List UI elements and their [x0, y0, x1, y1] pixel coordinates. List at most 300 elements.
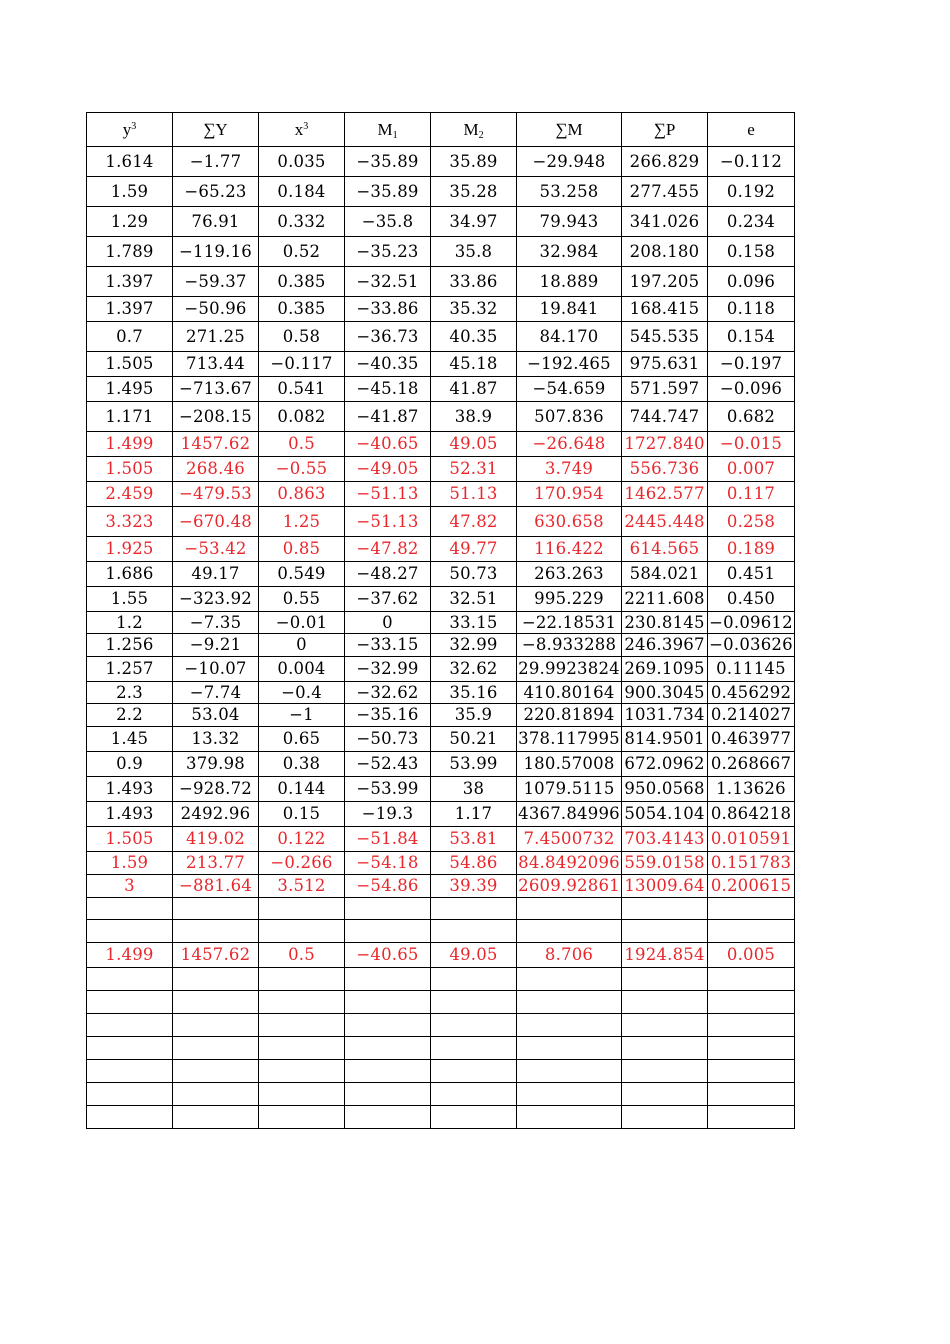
table-cell: 220.81894: [517, 704, 622, 727]
table-cell: 33.15: [431, 612, 517, 634]
table-cell: 0.189: [708, 537, 795, 562]
table-cell: [259, 920, 345, 943]
table-cell: [87, 920, 173, 943]
table-cell: 545.535: [622, 322, 708, 352]
table-cell: −29.948: [517, 147, 622, 177]
table-cell: 5054.104: [622, 802, 708, 827]
table-cell: [173, 1014, 259, 1037]
table-cell: [622, 1106, 708, 1129]
table-row: [87, 377, 795, 402]
table-cell: 269.1095: [622, 657, 708, 682]
table-cell: 0.85: [259, 537, 345, 562]
table-cell: [87, 1037, 173, 1060]
column-header: [708, 113, 795, 147]
table-cell: −35.16: [345, 704, 431, 727]
table-cell: 4367.84996: [517, 802, 622, 827]
table-cell: 2.459: [87, 482, 173, 507]
table-cell: 0.268667: [708, 752, 795, 777]
table-cell: 8.706: [517, 943, 622, 968]
table-cell: 271.25: [173, 322, 259, 352]
table-cell: 341.026: [622, 207, 708, 237]
table-cell: −51.13: [345, 507, 431, 537]
table-cell: [87, 991, 173, 1014]
table-cell: 197.205: [622, 267, 708, 297]
table-row: [87, 147, 795, 177]
table-cell: 0.258: [708, 507, 795, 537]
table-cell: [517, 968, 622, 991]
table-cell: 0.385: [259, 267, 345, 297]
column-header: [345, 113, 431, 147]
table-cell: 0.122: [259, 827, 345, 852]
table-row: [87, 898, 795, 920]
table-cell: 1.499: [87, 432, 173, 457]
table-cell: [259, 991, 345, 1014]
table-cell: [517, 1037, 622, 1060]
table-cell: 3: [87, 875, 173, 898]
table-cell: [431, 1060, 517, 1083]
table-cell: 1457.62: [173, 432, 259, 457]
table-cell: 263.263: [517, 562, 622, 587]
table-cell: 1.397: [87, 267, 173, 297]
table-cell: 3.323: [87, 507, 173, 537]
table-body: [87, 113, 795, 1129]
table-cell: [431, 1014, 517, 1037]
table-cell: [708, 1083, 795, 1106]
table-cell: 2.2: [87, 704, 173, 727]
table-cell: −22.18531: [517, 612, 622, 634]
table-cell: 2609.92861: [517, 875, 622, 898]
table-cell: 0.9: [87, 752, 173, 777]
table-cell: 0.682: [708, 402, 795, 432]
table-cell: 571.597: [622, 377, 708, 402]
table-cell: −0.03626: [708, 634, 795, 657]
table-cell: [517, 1106, 622, 1129]
table-cell: 0.55: [259, 587, 345, 612]
table-cell: [259, 1083, 345, 1106]
table-cell: 2492.96: [173, 802, 259, 827]
table-cell: [431, 1037, 517, 1060]
table-cell: [622, 991, 708, 1014]
table-cell: −1.77: [173, 147, 259, 177]
table-cell: [173, 1037, 259, 1060]
column-header: [87, 113, 173, 147]
table-cell: 53.99: [431, 752, 517, 777]
table-cell: 208.180: [622, 237, 708, 267]
table-cell: 0.144: [259, 777, 345, 802]
table-cell: [345, 1083, 431, 1106]
table-cell: [173, 920, 259, 943]
table-cell: [622, 1037, 708, 1060]
table-cell: 0: [259, 634, 345, 657]
table-cell: −928.72: [173, 777, 259, 802]
table-cell: [87, 898, 173, 920]
table-cell: −670.48: [173, 507, 259, 537]
table-cell: 3.749: [517, 457, 622, 482]
table-cell: 1.493: [87, 802, 173, 827]
table-cell: 168.415: [622, 297, 708, 322]
table-cell: [517, 1083, 622, 1106]
table-cell: 1.614: [87, 147, 173, 177]
table-cell: 379.98: [173, 752, 259, 777]
header-label: ∑M: [555, 119, 583, 139]
table-row: [87, 267, 795, 297]
table-cell: [431, 1083, 517, 1106]
table-cell: 45.18: [431, 352, 517, 377]
table-cell: [173, 968, 259, 991]
table-row: [87, 457, 795, 482]
table-cell: 54.86: [431, 852, 517, 875]
table-row: [87, 432, 795, 457]
table-cell: [345, 968, 431, 991]
table-cell: 0.082: [259, 402, 345, 432]
table-row: [87, 727, 795, 752]
table-cell: 32.62: [431, 657, 517, 682]
table-cell: [173, 991, 259, 1014]
table-cell: −32.51: [345, 267, 431, 297]
table-cell: 507.836: [517, 402, 622, 432]
table-cell: 2445.448: [622, 507, 708, 537]
table-cell: −208.15: [173, 402, 259, 432]
table-row: [87, 802, 795, 827]
table-cell: −45.18: [345, 377, 431, 402]
table-cell: −119.16: [173, 237, 259, 267]
table-cell: −41.87: [345, 402, 431, 432]
table-cell: 614.565: [622, 537, 708, 562]
table-cell: 0.15: [259, 802, 345, 827]
table-cell: 975.631: [622, 352, 708, 377]
column-header: [173, 113, 259, 147]
table-cell: −479.53: [173, 482, 259, 507]
table-cell: 950.0568: [622, 777, 708, 802]
table-cell: 0.864218: [708, 802, 795, 827]
table-cell: [87, 968, 173, 991]
table-row: [87, 852, 795, 875]
column-header: [259, 113, 345, 147]
table-cell: −26.648: [517, 432, 622, 457]
table-cell: 0.004: [259, 657, 345, 682]
data-table: [86, 112, 795, 1129]
table-cell: [708, 1037, 795, 1060]
table-cell: [622, 920, 708, 943]
table-cell: 170.954: [517, 482, 622, 507]
table-cell: 41.87: [431, 377, 517, 402]
table-cell: 0.007: [708, 457, 795, 482]
table-cell: 0.450: [708, 587, 795, 612]
table-cell: [259, 1037, 345, 1060]
table-cell: 50.73: [431, 562, 517, 587]
table-cell: 39.39: [431, 875, 517, 898]
table-cell: 49.17: [173, 562, 259, 587]
table-cell: [259, 1106, 345, 1129]
table-cell: [622, 968, 708, 991]
column-header: [517, 113, 622, 147]
table-row: [87, 875, 795, 898]
table-cell: 49.05: [431, 943, 517, 968]
table-row: [87, 752, 795, 777]
table-cell: [87, 1014, 173, 1037]
table-row: [87, 827, 795, 852]
table-cell: 814.9501: [622, 727, 708, 752]
table-cell: [345, 1060, 431, 1083]
table-cell: 0.5: [259, 943, 345, 968]
table-row: [87, 587, 795, 612]
table-cell: −0.096: [708, 377, 795, 402]
table-row: [87, 943, 795, 968]
table-cell: 584.021: [622, 562, 708, 587]
table-cell: 1924.854: [622, 943, 708, 968]
table-cell: [173, 898, 259, 920]
table-cell: 0.005: [708, 943, 795, 968]
header-superscript: 3: [303, 120, 309, 132]
table-cell: 0.463977: [708, 727, 795, 752]
table-cell: −323.92: [173, 587, 259, 612]
header-subscript: 1: [392, 129, 398, 141]
header-superscript: 3: [131, 120, 137, 132]
table-cell: 40.35: [431, 322, 517, 352]
table-cell: 266.829: [622, 147, 708, 177]
table-cell: 378.117995: [517, 727, 622, 752]
table-cell: [622, 1083, 708, 1106]
table-cell: −713.67: [173, 377, 259, 402]
table-row: [87, 682, 795, 704]
table-cell: 744.747: [622, 402, 708, 432]
table-cell: [622, 898, 708, 920]
table-cell: 0.096: [708, 267, 795, 297]
table-cell: 1462.577: [622, 482, 708, 507]
table-row: [87, 920, 795, 943]
table-cell: 35.9: [431, 704, 517, 727]
table-cell: [708, 968, 795, 991]
table-cell: 630.658: [517, 507, 622, 537]
header-label: ∑Y: [203, 119, 228, 139]
table-cell: [708, 1014, 795, 1037]
table-cell: 1.17: [431, 802, 517, 827]
table-cell: −51.84: [345, 827, 431, 852]
table-cell: 1457.62: [173, 943, 259, 968]
header-label: e: [747, 119, 755, 139]
table-cell: 2.3: [87, 682, 173, 704]
table-cell: −881.64: [173, 875, 259, 898]
table-cell: −7.35: [173, 612, 259, 634]
table-cell: −47.82: [345, 537, 431, 562]
table-cell: 246.3967: [622, 634, 708, 657]
table-cell: 230.8145: [622, 612, 708, 634]
table-cell: 0.5: [259, 432, 345, 457]
table-row: [87, 562, 795, 587]
table-cell: 419.02: [173, 827, 259, 852]
table-cell: [259, 968, 345, 991]
table-row: [87, 237, 795, 267]
table-cell: 53.81: [431, 827, 517, 852]
table-cell: [259, 1060, 345, 1083]
table-cell: 1.25: [259, 507, 345, 537]
table-cell: 995.229: [517, 587, 622, 612]
table-cell: 0: [345, 612, 431, 634]
column-header: [431, 113, 517, 147]
table-cell: 1.59: [87, 852, 173, 875]
table-cell: 0.151783: [708, 852, 795, 875]
table-cell: 1.686: [87, 562, 173, 587]
table-cell: 50.21: [431, 727, 517, 752]
table-cell: 53.04: [173, 704, 259, 727]
table-cell: [431, 1106, 517, 1129]
table-cell: 1.925: [87, 537, 173, 562]
table-cell: 35.8: [431, 237, 517, 267]
table-cell: 180.57008: [517, 752, 622, 777]
table-cell: 47.82: [431, 507, 517, 537]
table-cell: 556.736: [622, 457, 708, 482]
table-cell: 49.77: [431, 537, 517, 562]
table-cell: −19.3: [345, 802, 431, 827]
table-cell: 0.38: [259, 752, 345, 777]
table-cell: 32.984: [517, 237, 622, 267]
table-cell: [517, 1014, 622, 1037]
table-cell: 79.943: [517, 207, 622, 237]
table-row: [87, 402, 795, 432]
table-cell: 76.91: [173, 207, 259, 237]
table-cell: 0.332: [259, 207, 345, 237]
table-cell: 7.4500732: [517, 827, 622, 852]
header-label: x: [294, 119, 304, 139]
table-cell: 0.035: [259, 147, 345, 177]
table-cell: 0.456292: [708, 682, 795, 704]
table-cell: 0.11145: [708, 657, 795, 682]
table-row: [87, 1060, 795, 1083]
table-cell: 1.2: [87, 612, 173, 634]
table-cell: −40.65: [345, 432, 431, 457]
table-cell: 0.7: [87, 322, 173, 352]
table-cell: 410.80164: [517, 682, 622, 704]
table-cell: 1.397: [87, 297, 173, 322]
table-cell: [345, 1106, 431, 1129]
table-cell: −37.62: [345, 587, 431, 612]
table-cell: −0.117: [259, 352, 345, 377]
table-cell: −8.933288: [517, 634, 622, 657]
table-cell: −54.86: [345, 875, 431, 898]
table-cell: −33.86: [345, 297, 431, 322]
table-cell: 0.52: [259, 237, 345, 267]
table-cell: 38: [431, 777, 517, 802]
table-cell: [622, 1014, 708, 1037]
table-cell: 672.0962: [622, 752, 708, 777]
table-cell: −65.23: [173, 177, 259, 207]
table-row: [87, 352, 795, 377]
table-cell: 0.010591: [708, 827, 795, 852]
table-cell: −36.73: [345, 322, 431, 352]
table-cell: 0.158: [708, 237, 795, 267]
table-cell: 32.51: [431, 587, 517, 612]
column-header: [622, 113, 708, 147]
table-cell: 0.385: [259, 297, 345, 322]
table-cell: [708, 920, 795, 943]
table-cell: [431, 991, 517, 1014]
table-cell: −9.21: [173, 634, 259, 657]
table-cell: [517, 920, 622, 943]
table-cell: [517, 898, 622, 920]
table-cell: [87, 1083, 173, 1106]
table-cell: [173, 1060, 259, 1083]
table-cell: 116.422: [517, 537, 622, 562]
table-row: [87, 1037, 795, 1060]
table-cell: [517, 1060, 622, 1083]
table-cell: [173, 1083, 259, 1106]
table-row: [87, 297, 795, 322]
table-row: [87, 207, 795, 237]
table-cell: 13.32: [173, 727, 259, 752]
table-cell: 1.493: [87, 777, 173, 802]
table-cell: 1.55: [87, 587, 173, 612]
header-label: M: [463, 119, 479, 139]
table-cell: 29.9923824: [517, 657, 622, 682]
table-cell: −53.99: [345, 777, 431, 802]
table-row: [87, 537, 795, 562]
table-row: [87, 1106, 795, 1129]
table-cell: 49.05: [431, 432, 517, 457]
table-cell: −33.15: [345, 634, 431, 657]
table-row: [87, 657, 795, 682]
table-cell: 1.171: [87, 402, 173, 432]
table-cell: 0.200615: [708, 875, 795, 898]
table-cell: [87, 1106, 173, 1129]
table-cell: [345, 991, 431, 1014]
table-cell: −35.23: [345, 237, 431, 267]
table-cell: 1.789: [87, 237, 173, 267]
table-row: [87, 1083, 795, 1106]
table-cell: [708, 1060, 795, 1083]
table-cell: 1.256: [87, 634, 173, 657]
table-cell: [708, 898, 795, 920]
table-cell: [622, 1060, 708, 1083]
table-cell: 53.258: [517, 177, 622, 207]
table-row: [87, 1014, 795, 1037]
table-cell: 0.863: [259, 482, 345, 507]
table-cell: 52.31: [431, 457, 517, 482]
table-cell: 3.512: [259, 875, 345, 898]
table-cell: [431, 968, 517, 991]
table-cell: −0.112: [708, 147, 795, 177]
table-cell: 1.505: [87, 352, 173, 377]
table-cell: −0.01: [259, 612, 345, 634]
table-cell: −192.465: [517, 352, 622, 377]
table-cell: [517, 991, 622, 1014]
table-cell: −0.55: [259, 457, 345, 482]
table-cell: 0.117: [708, 482, 795, 507]
table-cell: −52.43: [345, 752, 431, 777]
table-cell: [345, 920, 431, 943]
table-cell: 19.841: [517, 297, 622, 322]
table-cell: −35.89: [345, 147, 431, 177]
table-cell: 51.13: [431, 482, 517, 507]
table-cell: −1: [259, 704, 345, 727]
table-cell: [708, 1106, 795, 1129]
table-cell: 0.154: [708, 322, 795, 352]
header-label: M: [377, 119, 393, 139]
table-cell: 33.86: [431, 267, 517, 297]
table-row: [87, 704, 795, 727]
table-cell: 18.889: [517, 267, 622, 297]
table-cell: −32.62: [345, 682, 431, 704]
table-cell: [345, 1014, 431, 1037]
table-row: [87, 507, 795, 537]
table-cell: 0.541: [259, 377, 345, 402]
table-cell: 38.9: [431, 402, 517, 432]
table-cell: 703.4143: [622, 827, 708, 852]
table-cell: [259, 898, 345, 920]
table-cell: −0.197: [708, 352, 795, 377]
header-subscript: 2: [478, 129, 484, 141]
table-cell: 0.451: [708, 562, 795, 587]
table-row: [87, 177, 795, 207]
